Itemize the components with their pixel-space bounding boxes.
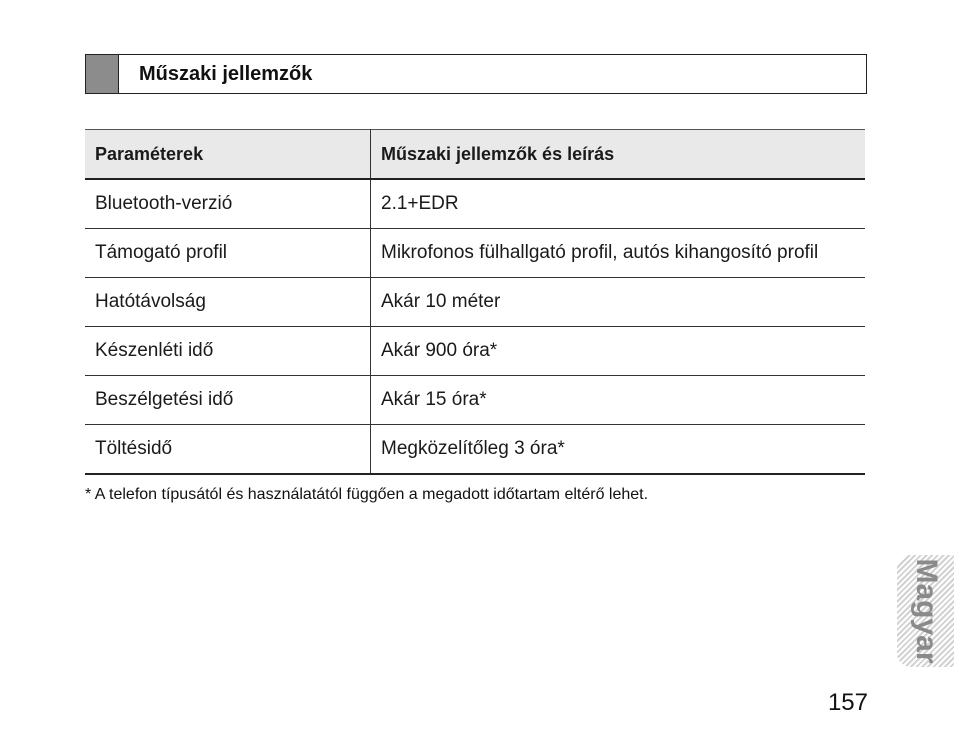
table-cell-value: Akár 900 óra*	[371, 327, 866, 376]
table-row	[85, 179, 865, 229]
table-row	[85, 229, 865, 278]
footnote: * A telefon típusától és használatától függően a megadott időtartam eltérő lehet.	[85, 486, 649, 503]
table-cell-value: Akár 10 méter	[371, 278, 866, 327]
table-cell-parameter: Bluetooth-verzió	[85, 179, 371, 229]
column-header-specifications: Műszaki jellemzők és leírás	[371, 130, 866, 180]
table-row	[85, 327, 865, 376]
table-cell-parameter: Támogató profil	[85, 229, 371, 278]
table-row	[85, 376, 865, 425]
section-header	[85, 54, 867, 94]
table-cell-parameter: Készenléti idő	[85, 327, 371, 376]
table-header-row	[85, 130, 865, 180]
table-cell-value: Mikrofonos fülhallgató profil, autós kihangosító profil	[371, 229, 866, 278]
section-title: Műszaki jellemzők	[139, 62, 313, 85]
table-cell-value: Megközelítőleg 3 óra*	[371, 425, 866, 475]
section-marker	[86, 55, 119, 93]
page-number: 157	[827, 689, 868, 716]
specifications-table	[85, 129, 865, 475]
table-cell-parameter: Hatótávolság	[85, 278, 371, 327]
table-cell-value: 2.1+EDR	[371, 179, 866, 229]
table-cell-value: Akár 15 óra*	[371, 376, 866, 425]
table-cell-parameter: Töltésidő	[85, 425, 371, 475]
language-tab-label: Magyar	[909, 558, 943, 664]
table-cell-parameter: Beszélgetési idő	[85, 376, 371, 425]
language-tab	[897, 555, 954, 667]
column-header-parameters: Paraméterek	[85, 130, 371, 180]
table-row	[85, 425, 865, 475]
table-row	[85, 278, 865, 327]
